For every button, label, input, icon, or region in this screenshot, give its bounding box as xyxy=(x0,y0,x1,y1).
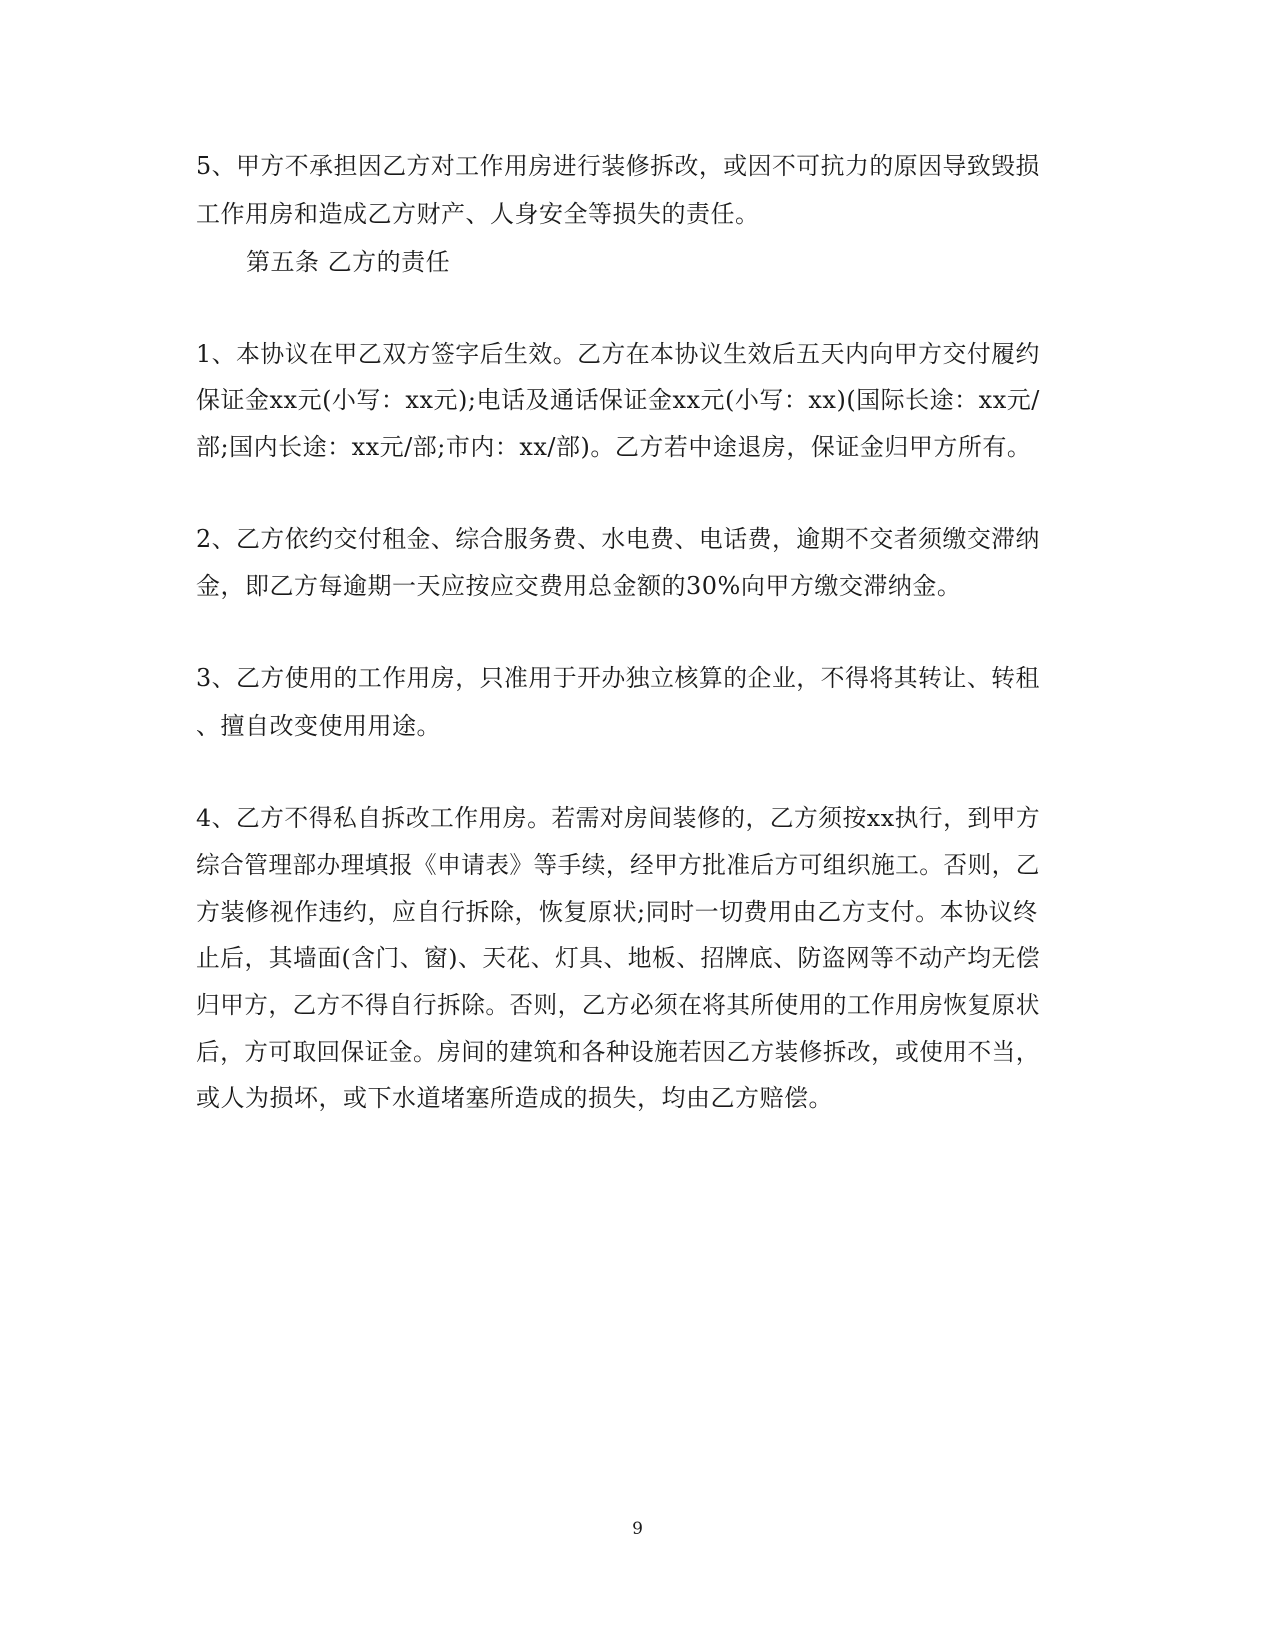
item4-line5: 归甲方，乙方不得自行拆除。否则，乙方必须在将其所使用的工作用房恢复原状 xyxy=(196,991,1040,1019)
item4-line3: 方装修视作违约，应自行拆除，恢复原状;同时一切费用由乙方支付。本协议终 xyxy=(196,898,1038,926)
item3-line1: 3、乙方使用的工作用房，只准用于开办独立核算的企业，不得将其转让、转租 xyxy=(196,664,1040,692)
page-number: 9 xyxy=(632,1519,643,1539)
item1-line1: 1、本协议在甲乙双方签字后生效。乙方在本协议生效后五天内向甲方交付履约 xyxy=(196,340,1040,368)
item1-line3: 部;国内长途：xx元/部;市内：xx/部)。乙方若中途退房，保证金归甲方所有。 xyxy=(196,433,1032,461)
item4-line4: 止后，其墙面(含门、窗)、天花、灯具、地板、招牌底、防盗网等不动产均无偿 xyxy=(196,944,1041,972)
item2-line1: 2、乙方依约交付租金、综合服务费、水电费、电话费，逾期不交者须缴交滞纳 xyxy=(196,525,1040,553)
article5-heading: 第五条 乙方的责任 xyxy=(246,248,451,276)
item4-line1: 4、乙方不得私自拆改工作用房。若需对房间装修的，乙方须按xx执行，到甲方 xyxy=(196,804,1041,832)
item5-line1: 5、甲方不承担因乙方对工作用房进行装修拆改，或因不可抗力的原因导致毁损 xyxy=(196,152,1040,180)
item2-line2: 金，即乙方每逾期一天应按应交费用总金额的30%向甲方缴交滞纳金。 xyxy=(196,572,962,600)
item4-line6: 后，方可取回保证金。房间的建筑和各种设施若因乙方装修拆改，或使用不当， xyxy=(196,1038,1040,1066)
item1-line2: 保证金xx元(小写：xx元);电话及通话保证金xx元(小写：xx)(国际长途：xx元/ xyxy=(196,386,1040,414)
item4-line7: 或人为损坏，或下水道堵塞所造成的损失，均由乙方赔偿。 xyxy=(196,1084,833,1112)
item3-line2: 、擅自改变使用用途。 xyxy=(196,712,441,740)
item4-line2: 综合管理部办理填报《申请表》等手续，经甲方批准后方可组织施工。否则，乙 xyxy=(196,851,1040,879)
item5-line2: 工作用房和造成乙方财产、人身安全等损失的责任。 xyxy=(196,200,760,228)
